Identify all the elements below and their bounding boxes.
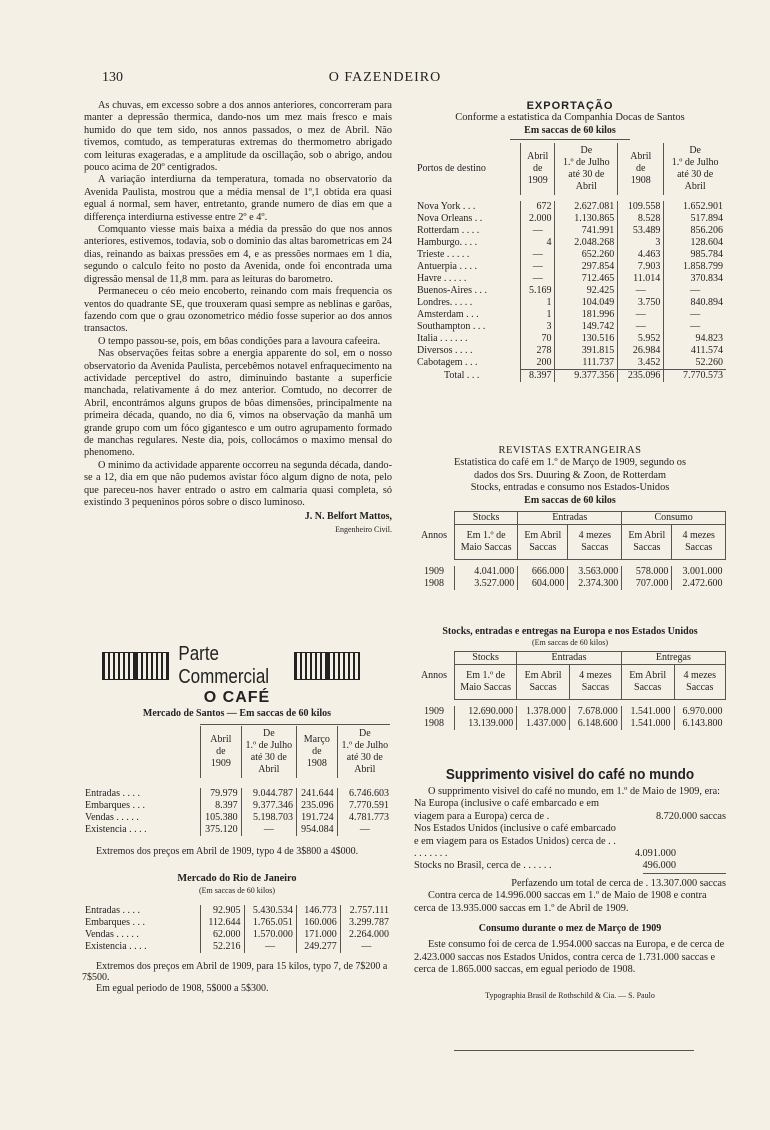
table-row: Embarques . . . 112.644 1.765.051 160.006 3.299.787 (82, 917, 392, 929)
table-row: Embarques . . . 8.397 9.377.346 235.096 7.770.591 (82, 800, 392, 812)
cafe-heading: O CAFÉ (203, 689, 271, 706)
consumo-text: Este consumo foi de cerca de 1.954.000 saccas na Europa, e de cerca de 2.423.000 saccas nos Estados Unidos, contra cerca de 1.731.000 saccas e cerca de 1.865.000 saccas, em egual periodo de 1908. (414, 939, 725, 976)
exportacao-section (414, 100, 726, 382)
table-row: Southampton . . . 3 149.742 — — (414, 321, 726, 333)
article-paragraph: As chuvas, em excesso sobre a dos annos anteriores, concorreram para manter a depressão thermica, dando-nos um mez mais fresco e mais humido do que tem sido, nos annos passados, o mez de Abril. Não tivemos, comtudo, as temperaturas extremas do thermometro abrigado com leituras exageradas, e a amplitude da oscillação, sob o abrigo, andou pouco acima de 20º centigrados. (84, 100, 392, 174)
table-row: Nova Orleans . . 2.000 1.130.865 8.528 517.894 (414, 213, 726, 225)
exportacao-table: Portos de destino Abril de 1909 De 1.º de Julho até 30 de Abril Abril de 1908 De 1.º de Julho até 30 de Abril Nova York . . . 672 2.627.081 109.558 1.652.901 Nova Orleans . . 2.000 1.130.865 8.528 517.894 Rotterdam . . . . — 741.991 53.489 856.206 Hamburgo. . . . 4 2.048.268 3 128.604 Trieste . . . . . — 652.260 4.463 985.784 Antuerpia . . . . — 297.854 7.903 1.858.799 Havre . . . . . — 712.465 11.014 370.834 Buenos-Aires . . . 5.169 92.425 — — Londres. . . . . 1 104.049 3.750 840.894 Amsterdam . . . 1 181.996 — — Southampton . . . 3 149.742 — — Italia . . . . . . 70 130.516 5.952 94.823 Diversos . . . . 278 391.815 26.984 411.574 Cabotagem . . . 200 111.737 3.452 52.260 Total . . . 8.397 9.377.356 235.096 7.770.573 (414, 143, 726, 382)
ornament-icon (294, 652, 327, 680)
europa-table: Annos Stocks Entradas Entregas Em 1.º de Maio Saccas Em Abril Saccas 4 mezes Saccas Em Abril Saccas 4 mezes Saccas 1909 12.690.000 1.378.000 7.678.000 1.541.000 6.970.000 1908 13.139.000 1.437.000 6.148.600 1.541.000 6.143.800 (414, 651, 726, 730)
rio-prices-1908: Em egual periodo de 1908, 5$000 a 5$300. (96, 982, 269, 994)
rio-prices: Extremos dos preços em Abril de 1909, para 15 kilos, typo 7, de 7$200 a 7$500. (82, 960, 388, 983)
table-row: Entradas . . . . 92.905 5.430.534 146.773 2.757.111 (82, 905, 392, 917)
imprint: Typographia Brasil de Rothschild & Cia. — S. Paulo (485, 990, 655, 1000)
exportacao-heading: EXPORTAÇÃO (526, 100, 614, 112)
table-row: Italia . . . . . . 70 130.516 5.952 94.823 (414, 333, 726, 345)
table-row: 1909 12.690.000 1.378.000 7.678.000 1.541.000 6.970.000 (414, 706, 726, 718)
table-row: Antuerpia . . . . — 297.854 7.903 1.858.799 (414, 261, 726, 273)
exportacao-intro: Conforme a estatistica da Companhia Docas de Santos (455, 112, 685, 124)
supprimento-item: Na Europa (inclusive o café embarcado e em viagem para a Europa) cerca de . 8.720.000 saccas (414, 798, 726, 822)
table-row: Existencia . . . . 52.216 — 249.277 — (82, 941, 392, 953)
article-paragraph: A variação interdiurna da temperatura, tomada no observatorio da Avenida Paulista, mostrou que a média mensal de 1º,1 obtida era quasi egual á normal, sem haver, entretanto, grande numero de dias em que a differença interdiurna estivesse entre 2º e 4º. (84, 174, 392, 223)
rio-heading: Mercado do Rio de Janeiro (177, 873, 297, 885)
article-paragraph: Permaneceu o céo meio encoberto, reinando com mais frequencia os ventos do quadrante SE, que trouxeram quasi sempre as neblinas e garôas, fazendo com que o grau ozonometrico médio fosse superior ao dos annos transactos. (84, 286, 392, 335)
article-paragraph: Nas observações feitas sobre a energia apparente do sol, em o nosso observatorio da Avenida Paulista, percebêmos notavel enfraquecimento na actividade perceptivel do astro, diminuindo bastante a superficie manchada, relativamente á do mez anterior. Comtudo, no decorrer de Abril, encontrámos alguns grupos de bôas dimensões, principalmente na primeira década, quando, no dia 6, vimos na observação da manhã um grande grupo com um fóco gigantesco e um outro agrupamento formado de manchas regulares. Neste dia, pois, collocámos o maximo mensal do phenomeno. (84, 348, 392, 459)
total-row: Total . . . 8.397 9.377.356 235.096 7.770.573 (414, 370, 726, 383)
revistas-intro3: Stocks, entradas e consumo nos Estados-Unidos (470, 482, 670, 494)
article-paragraph: O minimo da actividade apparente occorreu na segunda década, dando-se a 12, dia em que não pudemos avistar fóco algum digno de nota, pelo que pareceu-nos haver entrado o astro em calmaria quasi completa, só existindo 3 pequeninos póros sobre o disco luminoso. (84, 459, 392, 508)
supprimento-section (414, 766, 726, 1000)
cafe-section (82, 688, 392, 994)
table-row: Amsterdam . . . 1 181.996 — — (414, 309, 726, 321)
revistas-table: Annos Stocks Entradas Consumo Em 1.º de Maio Saccas Em Abril Saccas 4 mezes Saccas Em Abril Saccas 4 mezes Saccas 1909 4.041.000 666.000 3.563.000 578.000 3.001.000 1908 3.527.000 604.000 2.374.300 707.000 2.472.600 (414, 511, 726, 590)
table-row: Existencia . . . . 375.120 — 954.084 — (82, 824, 392, 836)
article-paragraph: Comquanto viesse mais baixa a média da pressão do que nos annos anteriores, estivemos, todavia, sob o dominio das altas barometricas em 24 dias, reinando as baixas pressões em 4, e as pressões normaes em 1 dia, segundo o calculo feito no posto da Avenida, onde foi encontrada uma digressão mensal de 11,8 mm. para as leituras do barometro. (84, 224, 392, 285)
table-row: 1909 4.041.000 666.000 3.563.000 578.000 3.001.000 (414, 566, 726, 578)
page-header (0, 70, 770, 90)
table-row: Nova York . . . 672 2.627.081 109.558 1.652.901 (414, 201, 726, 213)
table-row: Vendas . . . . . 105.380 5.198.703 191.724 4.781.773 (82, 812, 392, 824)
supprimento-intro: O supprimento visivel do café no mundo, em 1.º de Maio de 1909, era: (428, 786, 721, 797)
table-row: Rotterdam . . . . — 741.991 53.489 856.206 (414, 225, 726, 237)
europa-heading: Stocks, entradas e entregas na Europa e nos Estados Unidos (442, 626, 698, 637)
running-title: O FAZENDEIRO (328, 70, 442, 85)
europa-section (414, 626, 726, 730)
rio-table (82, 905, 392, 953)
revistas-section (414, 445, 726, 590)
author-signature: J. N. Belfort Mattos, (304, 511, 392, 523)
revistas-intro2: dados dos Srs. Duuring & Zoon, de Rotterdam (474, 469, 666, 481)
ornament-icon (102, 652, 135, 680)
table-row: Buenos-Aires . . . 5.169 92.425 — — (414, 285, 726, 297)
supprimento-total: Perfazendo um total de cerca de . 13.307.000 saccas (511, 877, 726, 889)
supprimento-contra: Contra cerca de 14.996.000 saccas em 1.º de Maio de 1908 e contra cerca de 13.935.000 saccas em 1.º de Abril de 1909. (414, 890, 707, 914)
table-row: Trieste . . . . . — 652.260 4.463 985.784 (414, 249, 726, 261)
article-paragraph: O tempo passou-se, pois, em bôas condições para a lavoura cafeeira. (98, 335, 381, 347)
col-label: Portos de destino (417, 163, 486, 175)
banner-title: Parte Commercial (177, 643, 269, 688)
exportacao-subheading: Em saccas de 60 kilos (524, 124, 616, 136)
santos-table: Abril de 1909 De 1.º de Julho até 30 de Abril Março de 1908 De 1.º de Julho até 30 de Abril Entradas . . . . 79.979 9.044.787 241.644 6.746.603 Embarques . . . 8.397 9.377.346 235.096 7.770.591 Vendas . . . . . 105.380 5.198.703 191.724 4.781.773 Existencia . . . . 375.120 — 954.084 — (82, 726, 392, 836)
table-row: Entradas . . . . 79.979 9.044.787 241.644 6.746.603 (82, 788, 392, 800)
revistas-sub: Em saccas de 60 kilos (524, 494, 616, 506)
revistas-intro: Estatistica do café em 1.º de Março de 1909, segundo os (454, 457, 686, 469)
author-role: Engenheiro Civil. (335, 524, 392, 534)
santos-subheading: Mercado de Santos — Em saccas de 60 kilos (142, 708, 332, 719)
consumo-heading: Consumo durante o mez de Março de 1909 (478, 923, 662, 935)
supprimento-item: Nos Estados Unidos (inclusive o café embarcado e em viagem para os Estados Unidos) cerca de . . . . . . . . . 4.091.000 (414, 823, 676, 860)
table-row: Havre . . . . . — 712.465 11.014 370.834 (414, 273, 726, 285)
table-row: Cabotagem . . . 200 111.737 3.452 52.260 (414, 357, 726, 370)
revistas-heading: REVISTAS EXTRANGEIRAS (498, 445, 642, 456)
table-row: Londres. . . . . 1 104.049 3.750 840.894 (414, 297, 726, 309)
rio-subheading: (Em saccas de 60 kilos) (199, 885, 275, 895)
table-row: Vendas . . . . . 62.000 1.570.000 171.000 2.264.000 (82, 929, 392, 941)
supprimento-item: Stocks no Brasil, cerca de . . . . . . 496.000 (414, 860, 726, 873)
supprimento-heading: Supprimento visivel do café no mundo (445, 766, 695, 783)
parte-commercial-banner (102, 643, 360, 688)
europa-sub: (Em saccas de 60 kilos) (532, 638, 608, 648)
weather-article (84, 100, 392, 536)
ornament-icon (327, 652, 360, 680)
santos-prices: Extremos dos preços em Abril de 1909, typo 4 de 3$800 a 4$000. (96, 846, 359, 858)
table-row: 1908 13.139.000 1.437.000 6.148.600 1.541.000 6.143.800 (414, 718, 726, 730)
table-row: Diversos . . . . 278 391.815 26.984 411.574 (414, 345, 726, 357)
table-row: 1908 3.527.000 604.000 2.374.300 707.000 2.472.600 (414, 578, 726, 590)
page-number: 130 (102, 70, 123, 85)
ornament-icon (135, 652, 168, 680)
table-row: Hamburgo. . . . 4 2.048.268 3 128.604 (414, 237, 726, 249)
